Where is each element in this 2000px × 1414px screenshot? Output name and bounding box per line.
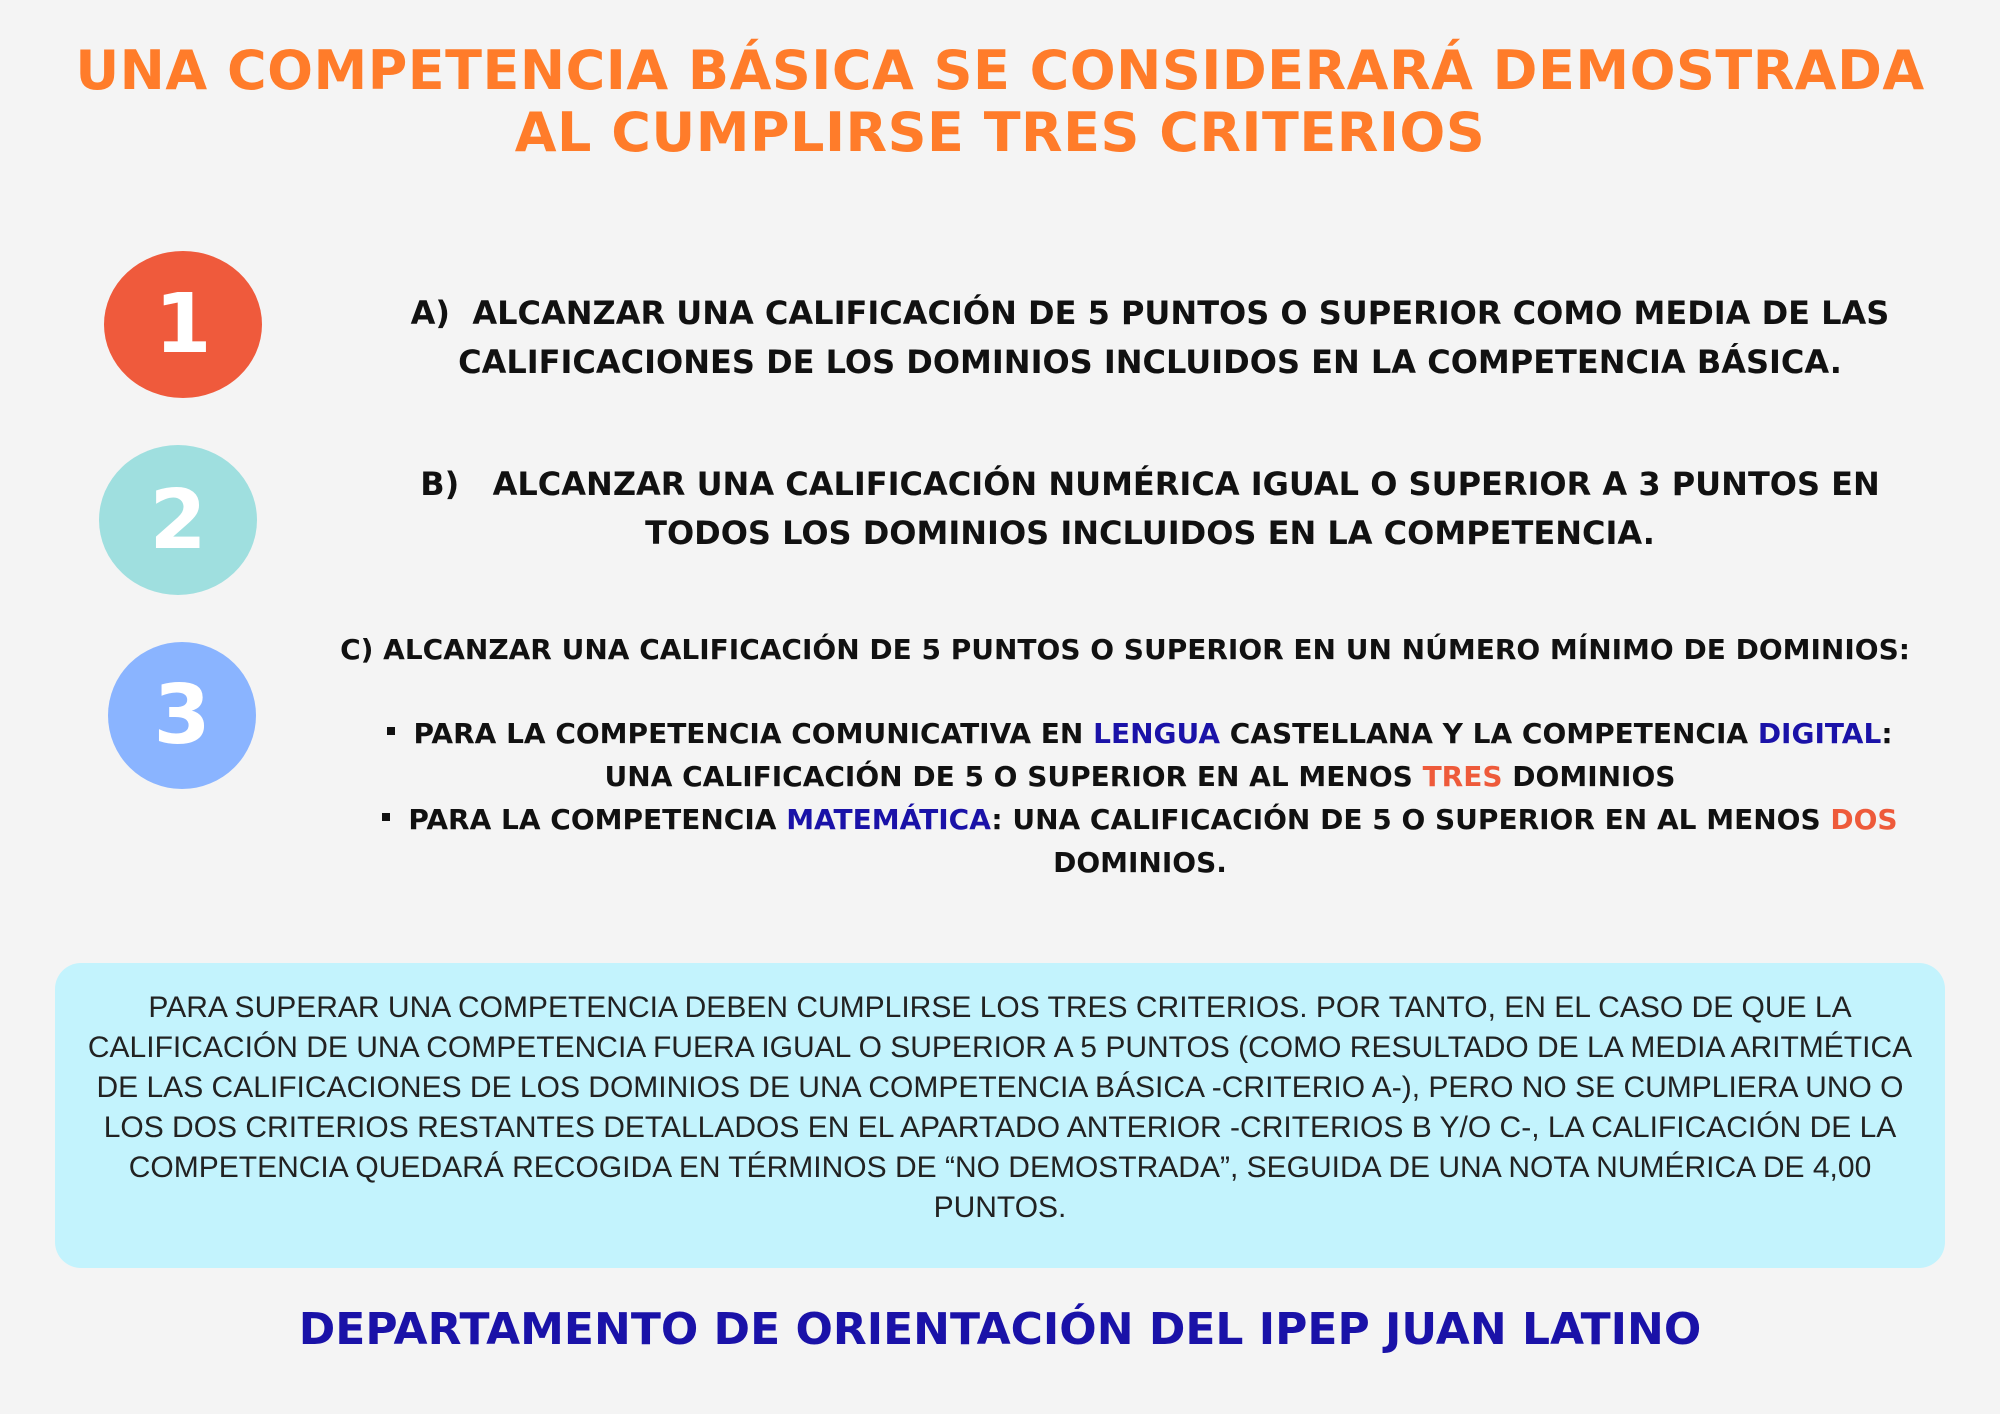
page-title — [40, 40, 1960, 164]
criterion-b-line-2: TODOS LOS DOMINIOS INCLUIDOS EN LA COMPETENCIA. — [645, 514, 1655, 552]
criterion-c-text: C) ALCANZAR UNA CALIFICACIÓN DE 5 PUNTOS O SUPERIOR EN UN NÚMERO MÍNIMO DE DOMINIOS: — [340, 633, 1910, 666]
highlight-tres: TRES — [1422, 760, 1503, 793]
criterion-b-line-1: B) ALCANZAR UNA CALIFICACIÓN NUMÉRICA IGUAL O SUPERIOR A 3 PUNTOS EN — [420, 465, 1880, 503]
criterion-b-text — [340, 460, 1960, 558]
criterion-a-text — [340, 289, 1960, 387]
footer-department: DEPARTAMENTO DE ORIENTACIÓN DEL IPEP JUAN LATINO — [298, 1304, 1702, 1355]
list-item-lengua-digital — [320, 712, 1960, 798]
square-bullet-icon — [387, 727, 395, 735]
summary-note-box — [55, 963, 1945, 1268]
bullet-2-text-3: DOMINIOS. — [1053, 846, 1227, 879]
bullet-1-text-4: UNA CALIFICACIÓN DE 5 O SUPERIOR EN AL MENOS — [604, 760, 1423, 793]
highlight-matematica: MATEMÁTICA — [786, 803, 992, 836]
criterion-3-badge: 3 — [108, 642, 256, 789]
highlight-dos: DOS — [1830, 803, 1898, 836]
title-line-1: UNA COMPETENCIA BÁSICA SE CONSIDERARÁ DEMOSTRADA — [75, 39, 1925, 102]
criterion-c-list — [320, 712, 1960, 884]
bullet-1-text-5: DOMINIOS — [1502, 760, 1676, 793]
bullet-1-text-1: PARA LA COMPETENCIA COMUNICATIVA EN — [413, 717, 1094, 750]
bullet-1-text-3: : — [1881, 717, 1893, 750]
bullet-1-text-2: CASTELLANA Y LA COMPETENCIA — [1220, 717, 1758, 750]
criterion-2-badge: 2 — [99, 445, 257, 595]
list-item-matematica — [320, 798, 1960, 884]
criterion-a-line-2: CALIFICACIONES DE LOS DOMINIOS INCLUIDOS EN LA COMPETENCIA BÁSICA. — [458, 343, 1842, 381]
bullet-2-text-2: : UNA CALIFICACIÓN DE 5 O SUPERIOR EN AL MENOS — [991, 803, 1831, 836]
highlight-digital: DIGITAL — [1757, 717, 1882, 750]
summary-note-text: PARA SUPERAR UNA COMPETENCIA DEBEN CUMPLIRSE LOS TRES CRITERIOS. POR TANTO, EN EL CASO DE QUE LA CALIFICACIÓN DE UNA COMPETENCIA FUERA IGUAL O SUPERIOR A 5 PUNTOS (COMO RESULTADO DE LA MEDIA ARITMÉTICA DE LAS CALIFICACIONES DE LOS DOMINIOS DE UNA COMPETENCIA BÁSICA -CRITERIO A-), PERO NO SE CUMPLIERA UNO O LOS DOS CRITERIOS RESTANTES DETALLADOS EN EL APARTADO ANTERIOR -CRITERIOS B Y/O C-, LA CALIFICACIÓN DE LA COMPETENCIA QUEDARÁ RECOGIDA EN TÉRMINOS DE “NO DEMOSTRADA”, SEGUIDA DE UNA NOTA NUMÉRICA DE 4,00 PUNTOS. — [87, 991, 1913, 1224]
title-line-2: AL CUMPLIRSE TRES CRITERIOS — [514, 101, 1486, 164]
highlight-lengua: LENGUA — [1093, 717, 1221, 750]
bullet-2-text-1: PARA LA COMPETENCIA — [408, 803, 787, 836]
criterion-a-line-1: A) ALCANZAR UNA CALIFICACIÓN DE 5 PUNTOS O SUPERIOR COMO MEDIA DE LAS — [410, 294, 1890, 332]
square-bullet-icon — [382, 813, 390, 821]
criterion-1-badge: 1 — [104, 251, 262, 398]
